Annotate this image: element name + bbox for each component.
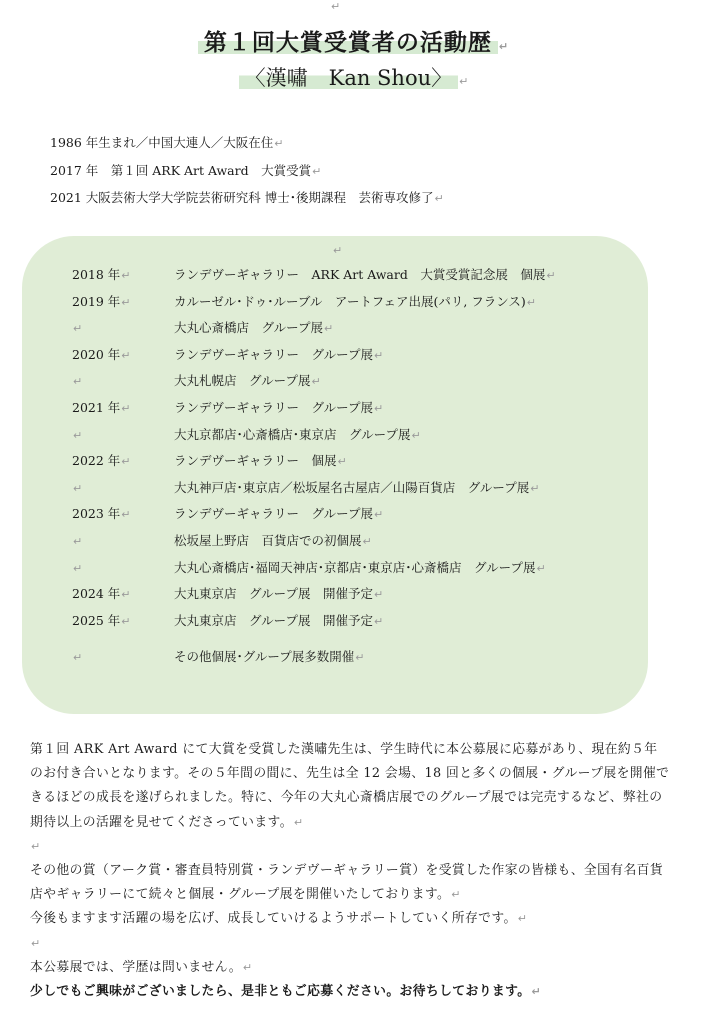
history-row bbox=[72, 395, 556, 422]
paragraph-mark: ↵ bbox=[274, 137, 284, 150]
empty-paragraph bbox=[30, 835, 670, 859]
paragraph-mark: ↵ bbox=[73, 534, 83, 548]
paragraph-mark-top: ↵ bbox=[331, 0, 341, 13]
history-event-cell bbox=[174, 395, 383, 422]
history-year-cell bbox=[72, 555, 174, 582]
closing-paragraph: 少しでもご興味がございましたら、是非ともご応募ください。お待ちしております。↵ bbox=[30, 984, 542, 1000]
page-title-text: 第１回大賞受賞者の活動歴 bbox=[198, 29, 498, 56]
body-paragraph: 今後もますます活躍の場を広げ、成長していけるようサポートしていく所存です。↵ bbox=[30, 911, 528, 927]
paragraph-mark: ↵ bbox=[73, 561, 83, 575]
paragraph-mark: ↵ bbox=[31, 936, 41, 950]
history-event: カルーゼル･ドゥ･ルーブル アートフェア出展(パリ, フランス) bbox=[174, 293, 526, 309]
history-year-cell bbox=[72, 342, 174, 369]
history-row bbox=[72, 608, 556, 635]
paragraph-mark: ↵ bbox=[374, 588, 384, 602]
paragraph-mark: ↵ bbox=[121, 348, 131, 362]
paragraph-mark: ↵ bbox=[73, 428, 83, 442]
history-year-cell bbox=[72, 475, 174, 502]
history-event: ランデヴーギャラリー グループ展 bbox=[174, 506, 374, 522]
history-year: 2023 年 bbox=[72, 506, 121, 522]
history-row bbox=[72, 422, 556, 449]
history-year-cell bbox=[72, 501, 174, 528]
history-year-cell bbox=[72, 581, 174, 608]
history-year: 2024 年 bbox=[72, 586, 121, 602]
history-row bbox=[72, 501, 556, 528]
history-year-cell bbox=[72, 315, 174, 342]
paragraph-mark: ↵ bbox=[374, 348, 384, 362]
profile-line: 2017 年 第１回 ARK Art Award 大賞受賞↵ bbox=[50, 162, 322, 178]
paragraph-mark: ↵ bbox=[536, 561, 546, 575]
paragraph-mark: ↵ bbox=[362, 534, 372, 548]
paragraph-mark: ↵ bbox=[531, 985, 542, 999]
history-event: ランデヴーギャラリー グループ展 bbox=[174, 346, 374, 362]
history-event: 大丸神戸店･東京店／松坂屋名古屋店／山陽百貨店 グループ展 bbox=[174, 479, 530, 495]
history-row bbox=[72, 262, 556, 289]
history-event: 大丸東京店 グループ展 開催予定 bbox=[174, 612, 374, 628]
history-year-cell bbox=[72, 289, 174, 316]
history-event-cell bbox=[174, 501, 383, 528]
history-event-cell bbox=[174, 555, 546, 582]
history-event: ランデヴーギャラリー グループ展 bbox=[174, 399, 374, 415]
history-event: ランデヴーギャラリー ARK Art Award 大賞受賞記念展 個展 bbox=[174, 267, 546, 282]
paragraph-mark: ↵ bbox=[31, 839, 41, 853]
paragraph-mark: ↵ bbox=[73, 375, 83, 389]
history-event: ランデヴーギャラリー 個展 bbox=[174, 453, 337, 469]
history-event-cell bbox=[174, 342, 383, 369]
paragraph-mark: ↵ bbox=[312, 164, 322, 178]
history-event: 大丸札幌店 グループ展 bbox=[174, 373, 311, 389]
history-event: 大丸東京店 グループ展 開催予定 bbox=[174, 586, 374, 602]
paragraph-mark: ↵ bbox=[242, 960, 253, 974]
history-event-cell bbox=[174, 581, 383, 608]
history-event-cell bbox=[174, 289, 536, 316]
paragraph-mark: ↵ bbox=[451, 888, 461, 902]
history-year: 2025 年 bbox=[72, 612, 121, 628]
history-event-cell bbox=[174, 422, 421, 449]
paragraph-mark: ↵ bbox=[121, 295, 131, 309]
paragraph-mark: ↵ bbox=[121, 401, 131, 415]
activity-history-panel bbox=[22, 236, 648, 714]
history-row bbox=[72, 368, 556, 395]
profile-line: 1986 年生まれ／中国大連人／大阪在住↵ bbox=[50, 135, 284, 150]
history-event: 大丸心斎橋店 グループ展 bbox=[174, 320, 324, 336]
paragraph-mark: ↵ bbox=[121, 588, 131, 602]
paragraph-mark: ↵ bbox=[355, 651, 365, 665]
paragraph-mark: ↵ bbox=[73, 322, 83, 336]
history-event: 大丸心斎橋店･福岡天神店･京都店･東京店･心斎橋店 グループ展 bbox=[174, 559, 536, 575]
history-year: 2021 年 bbox=[72, 399, 121, 415]
history-year: 2020 年 bbox=[72, 346, 121, 362]
body-paragraph: 第１回 ARK Art Award にて大賞を受賞した漢嘯先生は、学生時代に本公募展に応募があり、現在約５年のお付き合いとなります。その５年間の間に、先生は全 12 会場、18 回と多くの個展・グループ展を開催できるほどの成長を遂げられました。特に、今年の大丸心斎橋店展でのグループ展では完売するなど、弊社の期待以上の活躍を見せてくださっています。↵ bbox=[30, 742, 670, 830]
history-row bbox=[72, 342, 556, 369]
paragraph-mark: ↵ bbox=[121, 455, 131, 469]
history-event: 松坂屋上野店 百貨店での初個展 bbox=[174, 532, 362, 548]
history-event: 大丸京都店･心斎橋店･東京店 グループ展 bbox=[174, 426, 411, 442]
history-event-cell bbox=[174, 475, 539, 502]
paragraph-mark: ↵ bbox=[517, 912, 528, 926]
body-paragraph: 本公募展では、学歴は問いません。↵ bbox=[30, 959, 253, 975]
history-year: 2018 年 bbox=[72, 267, 121, 282]
paragraph-mark: ↵ bbox=[333, 244, 343, 257]
paragraph-mark: ↵ bbox=[121, 269, 131, 282]
history-event-cell bbox=[174, 528, 372, 555]
artist-name-text: 〈漢嘯 Kan Shou〉 bbox=[239, 66, 459, 90]
history-event-cell bbox=[174, 315, 333, 342]
paragraph-mark: ↵ bbox=[498, 40, 510, 53]
history-year-cell bbox=[72, 422, 174, 449]
history-year-cell bbox=[72, 448, 174, 475]
history-year: 2019 年 bbox=[72, 293, 121, 309]
empty-paragraph bbox=[30, 932, 670, 956]
page-title bbox=[0, 24, 707, 57]
history-year-cell bbox=[72, 608, 174, 635]
history-event-cell bbox=[174, 608, 383, 635]
history-year-cell bbox=[72, 368, 174, 395]
history-event-cell bbox=[174, 368, 321, 395]
history-year-cell bbox=[72, 644, 174, 671]
paragraph-mark: ↵ bbox=[530, 481, 540, 495]
paragraph-mark: ↵ bbox=[121, 614, 131, 628]
paragraph-mark: ↵ bbox=[293, 815, 304, 829]
paragraph-mark: ↵ bbox=[324, 322, 334, 336]
history-row bbox=[72, 581, 556, 608]
paragraph-mark: ↵ bbox=[73, 481, 83, 495]
history-event-cell bbox=[174, 262, 556, 289]
paragraph-mark: ↵ bbox=[73, 651, 83, 665]
paragraph-mark: ↵ bbox=[374, 614, 384, 628]
history-row bbox=[72, 315, 556, 342]
paragraph-mark: ↵ bbox=[526, 295, 536, 309]
activity-history-list bbox=[72, 262, 556, 671]
body-text bbox=[30, 738, 670, 1004]
history-row-extra bbox=[72, 644, 556, 671]
paragraph-mark: ↵ bbox=[121, 508, 131, 522]
paragraph-mark: ↵ bbox=[311, 375, 321, 389]
history-year: 2022 年 bbox=[72, 453, 121, 469]
history-row bbox=[72, 528, 556, 555]
artist-profile bbox=[50, 130, 444, 213]
paragraph-mark: ↵ bbox=[411, 428, 421, 442]
history-year-cell bbox=[72, 528, 174, 555]
history-year-cell bbox=[72, 262, 174, 289]
history-extra: その他個展･グループ展多数開催 bbox=[174, 649, 355, 665]
history-row bbox=[72, 448, 556, 475]
body-paragraph: その他の賞（アーク賞・審査員特別賞・ランデヴーギャラリー賞）を受賞した作家の皆様も、全国有名百貨店やギャラリーにて続々と個展・グループ展を開催いたしております。↵ bbox=[30, 863, 664, 903]
profile-line: 2021 大阪芸術大学大学院芸術研究科 博士･後期課程 芸術専攻修了↵ bbox=[50, 190, 444, 205]
history-event-cell bbox=[174, 644, 364, 671]
paragraph-mark: ↵ bbox=[374, 401, 384, 415]
history-event-cell bbox=[174, 448, 347, 475]
paragraph-mark: ↵ bbox=[374, 508, 384, 522]
artist-name bbox=[0, 62, 707, 92]
history-row bbox=[72, 475, 556, 502]
history-row bbox=[72, 555, 556, 582]
paragraph-mark: ↵ bbox=[434, 192, 444, 205]
paragraph-mark: ↵ bbox=[546, 269, 556, 282]
history-row bbox=[72, 289, 556, 316]
paragraph-mark: ↵ bbox=[337, 455, 347, 469]
paragraph-mark: ↵ bbox=[459, 75, 469, 88]
history-year-cell bbox=[72, 395, 174, 422]
